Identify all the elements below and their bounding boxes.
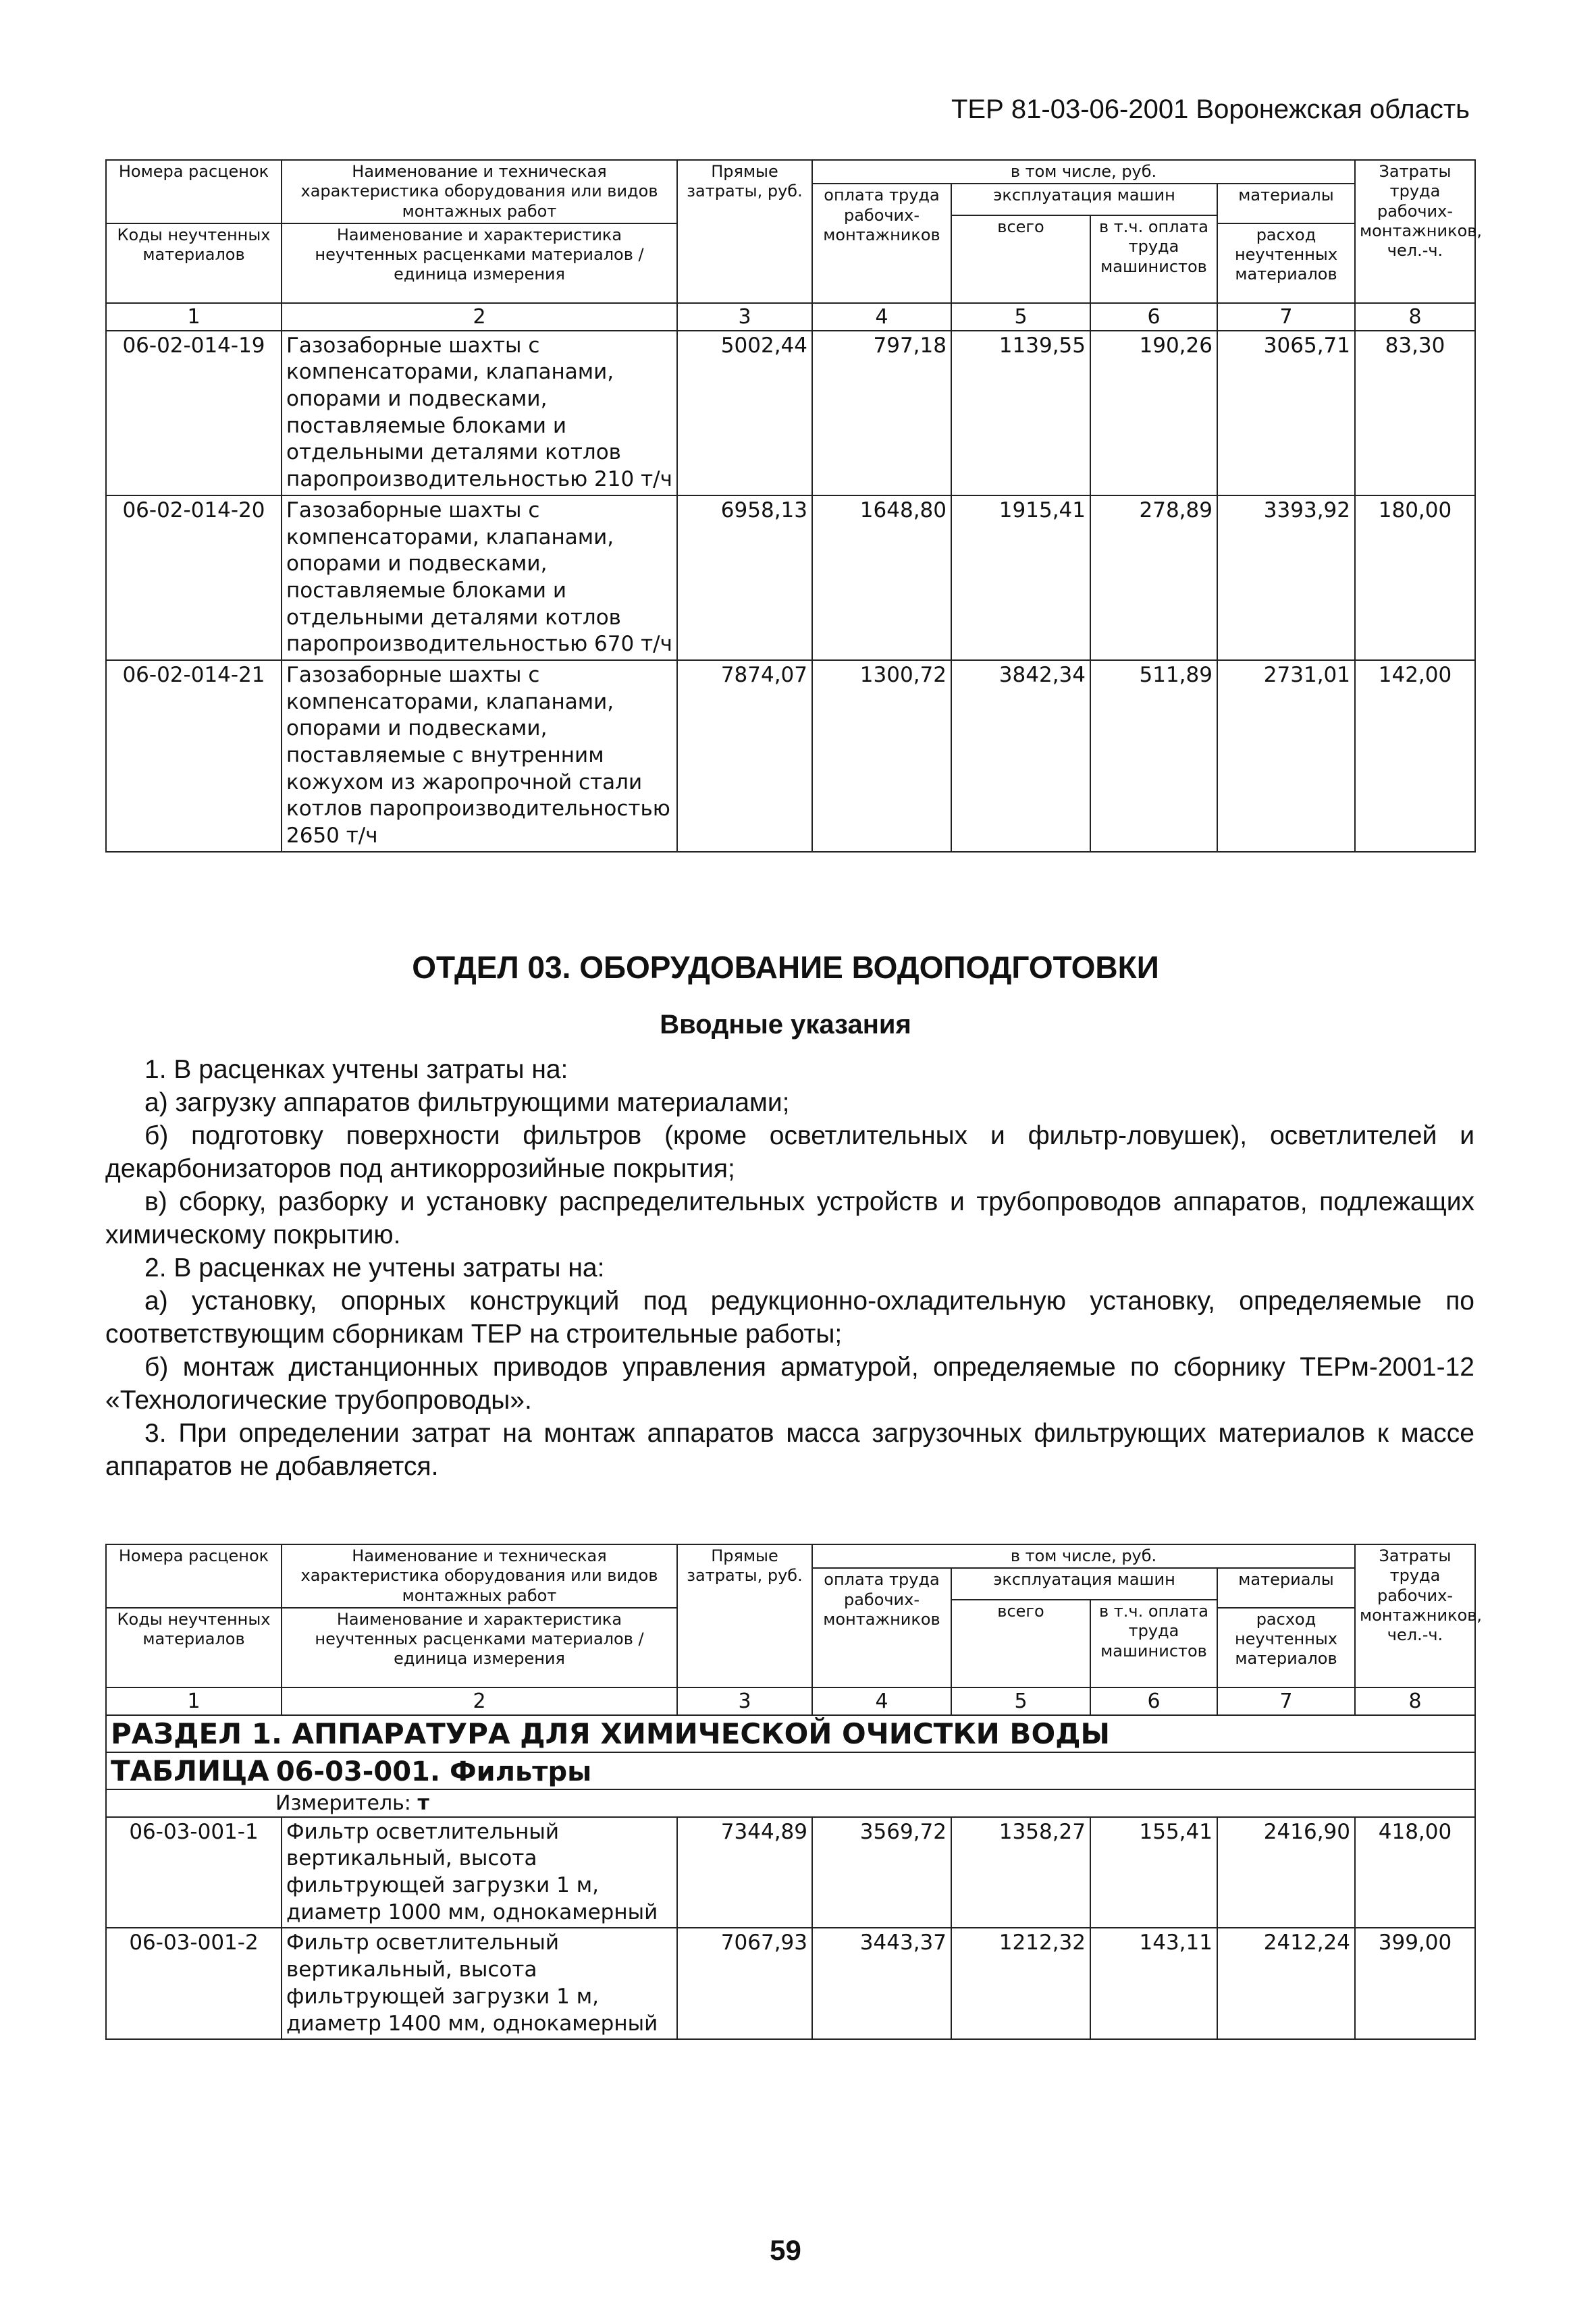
header-incl: в том числе, руб. [812, 1544, 1355, 1568]
header-col2-bottom: Наименование и характеристика неучтенных расценками материалов / единица измерения [282, 1608, 677, 1687]
intro-paragraph: 1. В расценках учтены затраты на: [144, 1055, 568, 1084]
header-col8: Затраты труда рабочих-монтажников, чел.-ч. [1355, 1544, 1475, 1687]
header-col2-top: Наименование и техническая характеристика оборудования или видов монтажных работ [282, 1544, 677, 1608]
header-col4: оплата труда рабочих-монтажников [812, 1568, 951, 1687]
header-col2-top: Наименование и техническая характеристика оборудования или видов монтажных работ [282, 160, 677, 223]
measure-label: Измеритель: [275, 1791, 411, 1815]
rates-table-2 [105, 1544, 1483, 2040]
materials-cost: 3065,71 [1217, 331, 1355, 495]
header-incl: в том числе, руб. [812, 160, 1355, 184]
intro-paragraph: 2. В расценках не учтены затраты на: [144, 1253, 605, 1282]
header-col5: всего [951, 1600, 1090, 1687]
machines-total: 1139,55 [951, 331, 1090, 495]
razdel-title: РАЗДЕЛ 1. АППАРАТУРА ДЛЯ ХИМИЧЕСКОЙ ОЧИСТКИ ВОДЫ [106, 1715, 1475, 1752]
labor-cost: 3569,72 [812, 1817, 951, 1928]
measure-unit: т [417, 1791, 429, 1815]
materials-cost: 2412,24 [1217, 1928, 1355, 2039]
materials-cost: 2416,90 [1217, 1817, 1355, 1928]
table-row [106, 1928, 1475, 2039]
labor-hours: 180,00 [1355, 495, 1475, 660]
direct-cost: 7344,89 [677, 1817, 812, 1928]
rate-code: 06-02-014-20 [106, 495, 282, 660]
table-label: ТАБЛИЦА [111, 1754, 269, 1787]
machines-total: 1358,27 [951, 1817, 1090, 1928]
intro-paragraph: в) сборку, разборку и установку распределительных устройств и трубопроводов аппаратов, подлежащих химическому покрытию. [105, 1187, 1474, 1249]
rate-name: Газозаборные шахты с компенсаторами, клапанами, опорами и подвесками, поставляемые с внутренним кожухом из жаропрочной стали котлов паропроизводительностью 2650 т/ч [282, 660, 677, 852]
direct-cost: 7874,07 [677, 660, 812, 852]
intro-paragraph: 3. При определении затрат на монтаж аппаратов масса загрузочных фильтрующих материалов к массе аппаратов не добавляется. [105, 1419, 1474, 1481]
page-number: 59 [770, 2234, 801, 2266]
header-col1-bottom: Коды неучтенных материалов [106, 223, 282, 303]
header-col5: всего [951, 215, 1090, 303]
table-row [106, 1817, 1475, 1928]
machines-labor: 143,11 [1090, 1928, 1217, 2039]
rate-code: 06-03-001-2 [106, 1928, 282, 2039]
header-col8: Затраты труда рабочих-монтажников, чел.-ч. [1355, 160, 1475, 303]
intro-paragraph: а) установку, опорных конструкций под редукционно-охладительную установку, определяемые по соответствующим сборникам ТЕР на строительные работы; [105, 1287, 1474, 1349]
rate-code: 06-02-014-21 [106, 660, 282, 852]
header-col1-bottom: Коды неучтенных материалов [106, 1608, 282, 1687]
rate-code: 06-03-001-1 [106, 1817, 282, 1928]
document-header: ТЕР 81-03-06-2001 Воронежская область [951, 94, 1470, 124]
table-row [106, 495, 1475, 660]
machines-total: 3842,34 [951, 660, 1090, 852]
intro-title: Вводные указания [660, 1010, 911, 1039]
machines-labor: 278,89 [1090, 495, 1217, 660]
machines-labor: 190,26 [1090, 331, 1217, 495]
rate-code: 06-02-014-19 [106, 331, 282, 495]
rate-name: Газозаборные шахты с компенсаторами, клапанами, опорами и подвесками, поставляемые блоками и отдельными деталями котлов паропроизводительностью 670 т/ч [282, 495, 677, 660]
section-title: ОТДЕЛ 03. ОБОРУДОВАНИЕ ВОДОПОДГОТОВКИ [412, 950, 1159, 985]
header-col3: Прямые затраты, руб. [677, 160, 812, 303]
labor-cost: 3443,37 [812, 1928, 951, 2039]
header-col7: расход неучтенных материалов [1217, 223, 1355, 303]
intro-text [105, 1053, 1474, 1483]
table-row [106, 331, 1475, 495]
machines-labor: 511,89 [1090, 660, 1217, 852]
column-numbers-row: 1 2 3 4 5 6 7 8 [106, 303, 1475, 331]
materials-cost: 2731,01 [1217, 660, 1355, 852]
table-header-row [106, 1544, 1475, 1568]
labor-hours: 418,00 [1355, 1817, 1475, 1928]
labor-hours: 83,30 [1355, 331, 1475, 495]
header-col1-top: Номера расценок [106, 160, 282, 223]
rate-name: Фильтр осветлительный вертикальный, высота фильтрующей загрузки 1 м, диаметр 1000 мм, однокамерный [282, 1817, 677, 1928]
materials-cost: 3393,92 [1217, 495, 1355, 660]
rate-name: Газозаборные шахты с компенсаторами, клапанами, опорами и подвесками, поставляемые блоками и отдельными деталями котлов паропроизводительностью 210 т/ч [282, 331, 677, 495]
table-header-row [106, 160, 1475, 184]
header-col4: оплата труда рабочих-монтажников [812, 184, 951, 303]
labor-cost: 797,18 [812, 331, 951, 495]
table-code-name: 06-03-001. Фильтры [275, 1756, 592, 1787]
intro-paragraph: б) монтаж дистанционных приводов управления арматурой, определяемые по сборнику ТЕРм-2001-12 «Технологические трубопроводы». [105, 1353, 1474, 1415]
machines-labor: 155,41 [1090, 1817, 1217, 1928]
header-col3: Прямые затраты, руб. [677, 1544, 812, 1687]
header-machines: эксплуатация машин [951, 184, 1217, 215]
header-col1-top: Номера расценок [106, 1544, 282, 1608]
intro-paragraph: а) загрузку аппаратов фильтрующими материалами; [144, 1088, 790, 1117]
machines-total: 1212,32 [951, 1928, 1090, 2039]
header-col6: в т.ч. оплата труда машинистов [1090, 1600, 1217, 1687]
direct-cost: 5002,44 [677, 331, 812, 495]
labor-hours: 142,00 [1355, 660, 1475, 852]
header-col6: в т.ч. оплата труда машинистов [1090, 215, 1217, 303]
header-col2-bottom: Наименование и характеристика неучтенных расценками материалов / единица измерения [282, 223, 677, 303]
header-machines: эксплуатация машин [951, 1568, 1217, 1600]
labor-cost: 1648,80 [812, 495, 951, 660]
table-row [106, 660, 1475, 852]
labor-hours: 399,00 [1355, 1928, 1475, 2039]
rates-table-1 [105, 159, 1483, 853]
header-materials: материалы [1217, 1568, 1355, 1608]
header-materials: материалы [1217, 184, 1355, 223]
column-numbers-row: 1 2 3 4 5 6 7 8 [106, 1687, 1475, 1715]
direct-cost: 7067,93 [677, 1928, 812, 2039]
rate-name: Фильтр осветлительный вертикальный, высота фильтрующей загрузки 1 м, диаметр 1400 мм, однокамерный [282, 1928, 677, 2039]
direct-cost: 6958,13 [677, 495, 812, 660]
razdel-row [106, 1715, 1475, 1752]
table-title-row [106, 1752, 1475, 1789]
intro-paragraph: б) подготовку поверхности фильтров (кроме осветлительных и фильтр-ловушек), осветлителей и декарбонизаторов под антикоррозийные покрытия; [105, 1121, 1474, 1183]
machines-total: 1915,41 [951, 495, 1090, 660]
header-col7: расход неучтенных материалов [1217, 1608, 1355, 1687]
labor-cost: 1300,72 [812, 660, 951, 852]
measure-row [106, 1789, 1475, 1817]
